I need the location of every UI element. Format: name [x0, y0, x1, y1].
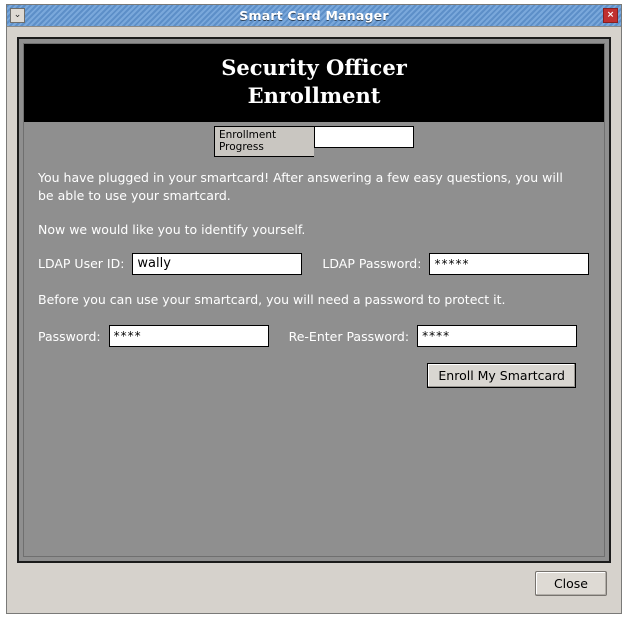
ldap-credentials-row [38, 253, 590, 275]
chevron-down-icon: ⌄ [13, 10, 22, 20]
enrollment-panel [17, 37, 611, 563]
enrollment-progress-label: Enrollment Progress [214, 126, 314, 157]
ldap-user-input[interactable] [132, 253, 302, 275]
banner-line-2: Enrollment [247, 82, 381, 108]
enrollment-progress-row [24, 126, 604, 157]
reenter-password-label: Re-Enter Password: [288, 328, 410, 344]
enrollment-content [24, 157, 604, 556]
banner-line-1: Security Officer [221, 55, 407, 80]
window-title: Smart Card Manager [239, 8, 389, 23]
window-footer [17, 563, 611, 603]
window-body [7, 27, 621, 613]
close-button[interactable]: Close [535, 571, 607, 596]
enroll-smartcard-button[interactable]: Enroll My Smartcard [427, 363, 576, 388]
ldap-password-label: LDAP Password: [322, 256, 422, 272]
window-menu-button[interactable] [10, 8, 25, 23]
enrollment-panel-inner [23, 43, 605, 557]
smart-card-manager-window [6, 4, 622, 614]
close-window-button[interactable] [603, 8, 618, 23]
banner [24, 44, 604, 122]
ldap-password-input[interactable] [429, 253, 589, 275]
identify-message: Now we would like you to identify yourself. [38, 221, 306, 237]
enroll-button-row [38, 363, 590, 388]
smartcard-password-row [38, 325, 590, 347]
enrollment-progress-bar [314, 126, 414, 148]
password-input[interactable] [109, 325, 269, 347]
title-bar [7, 5, 621, 27]
password-label: Password: [38, 328, 101, 344]
close-icon: × [606, 10, 615, 20]
protect-message: Before you can use your smartcard, you will need a password to protect it. [38, 291, 506, 307]
reenter-password-input[interactable] [417, 325, 577, 347]
ldap-user-label: LDAP User ID: [38, 256, 125, 272]
intro-message: You have plugged in your smartcard! After answering a few easy questions, you will be able to use your smartcard. [38, 169, 563, 203]
